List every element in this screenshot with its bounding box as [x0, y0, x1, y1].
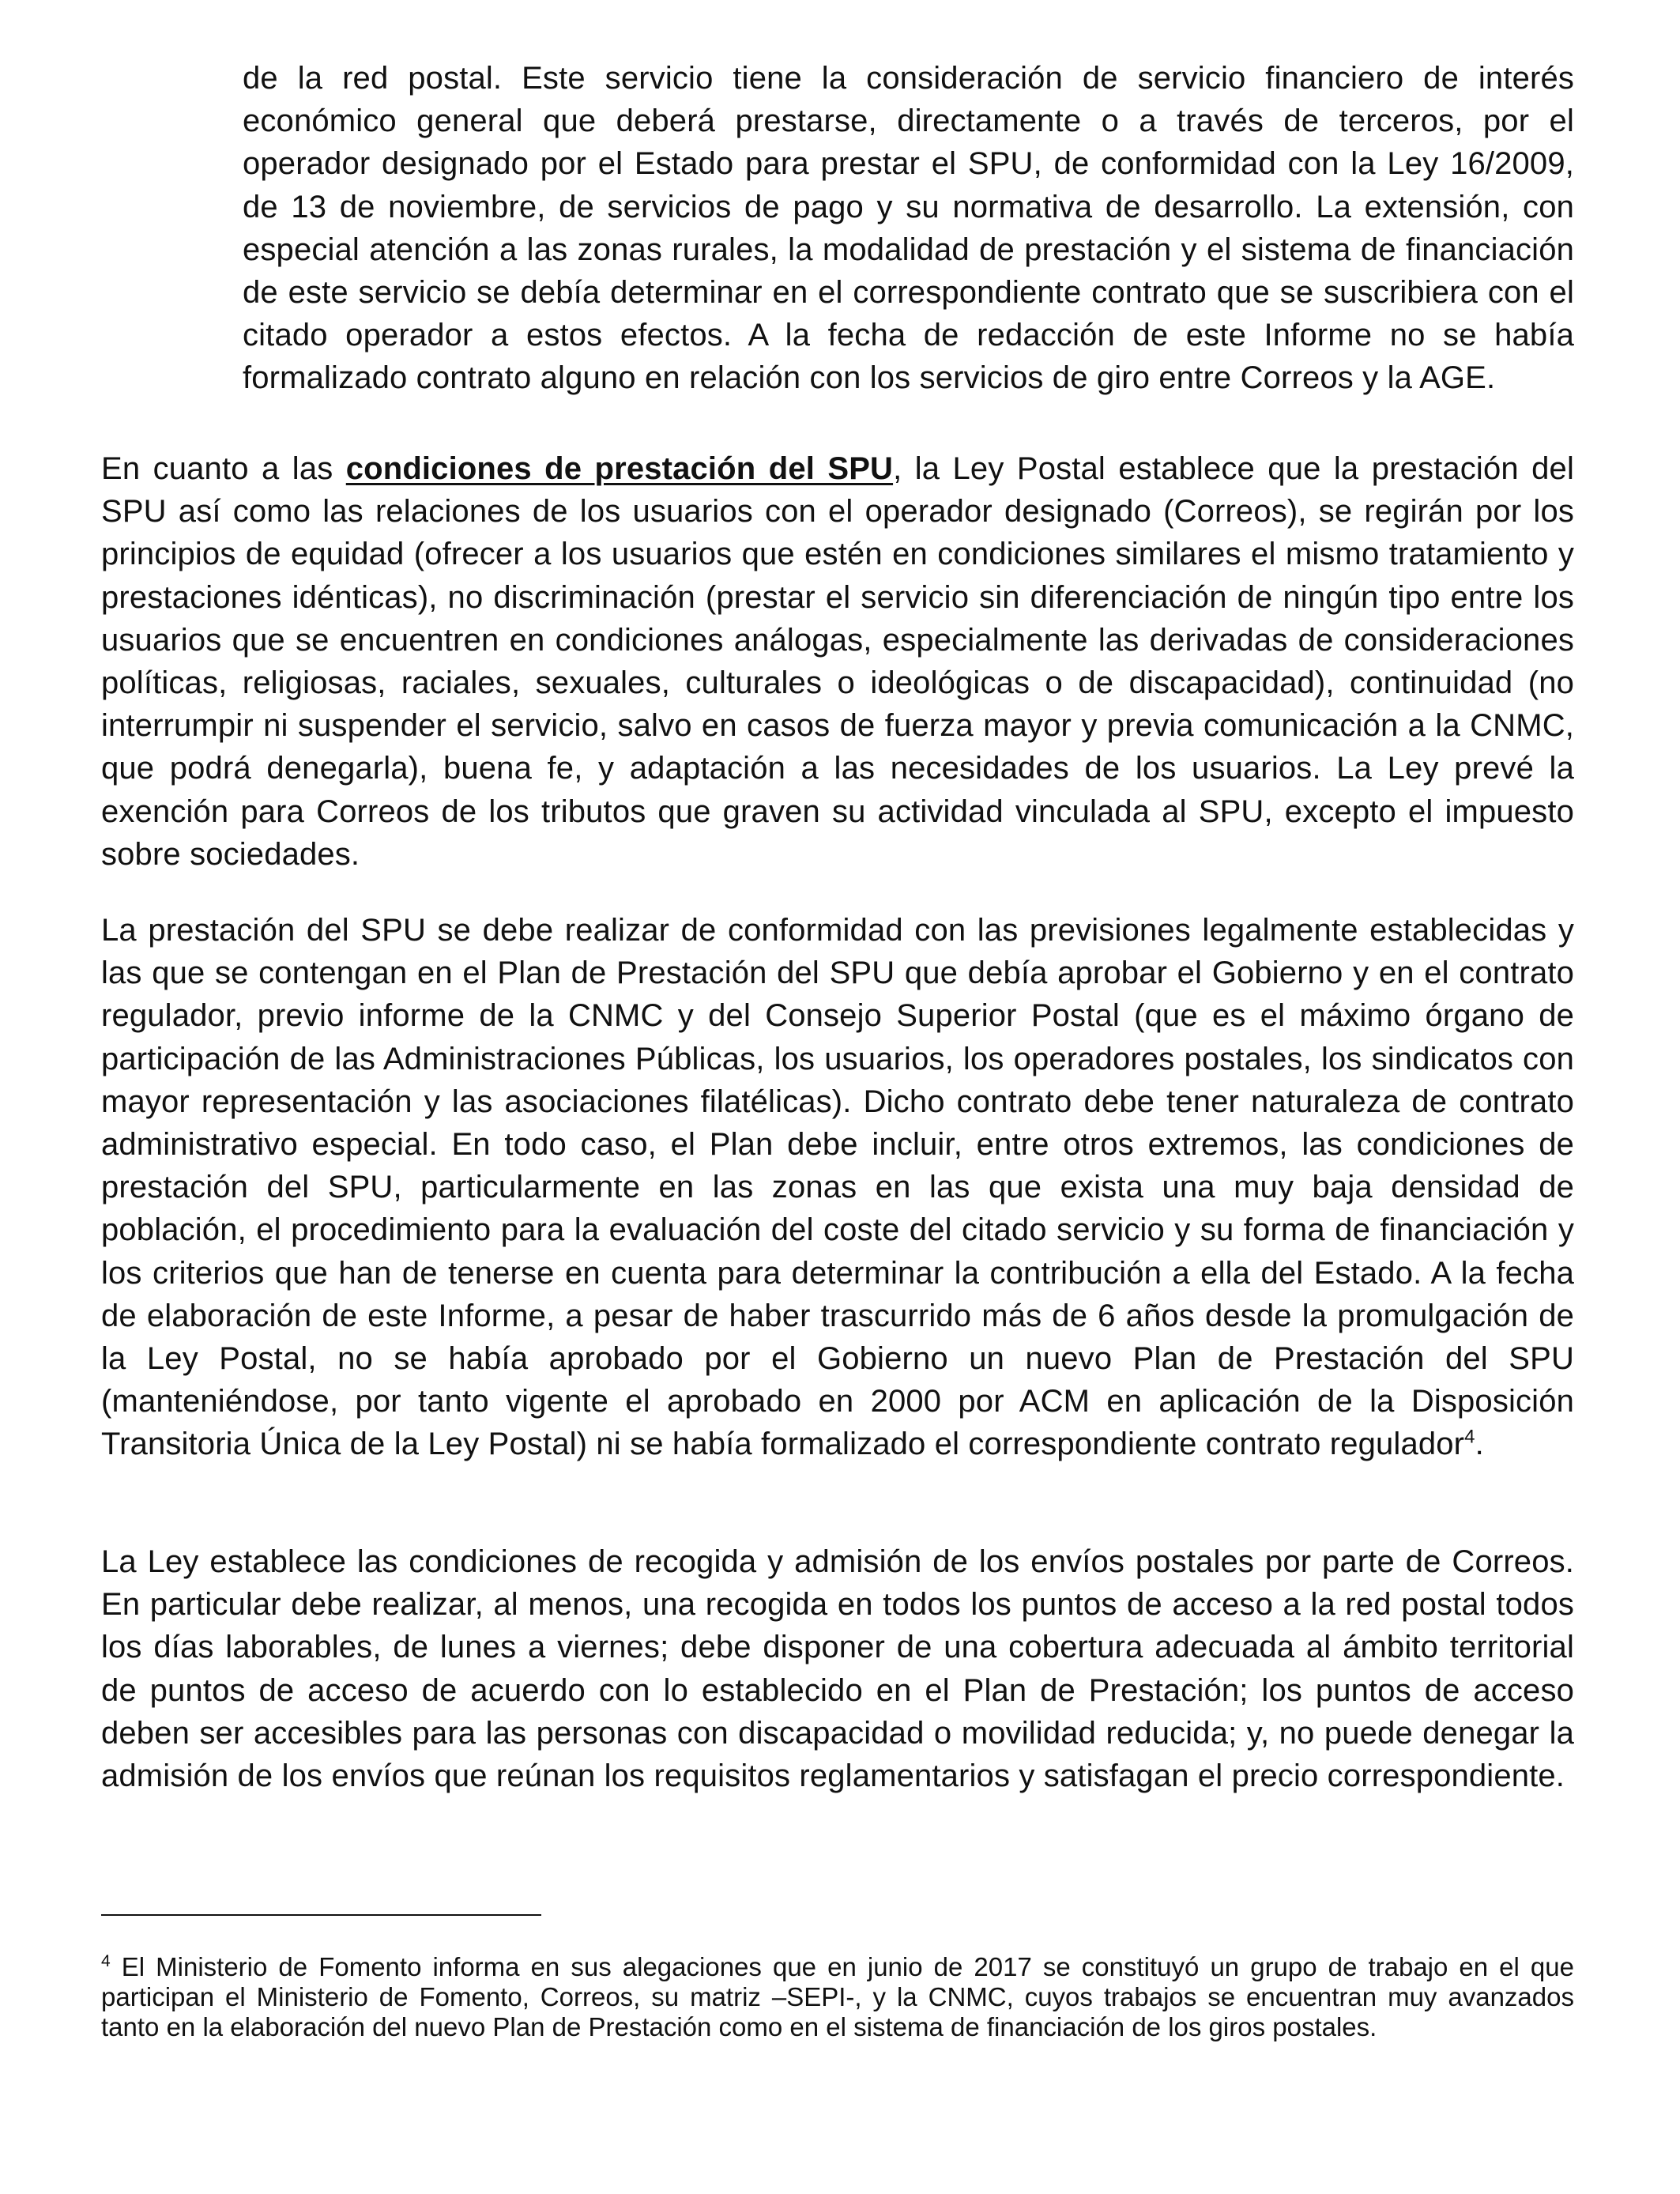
paragraph-text: La Ley establece las condiciones de recogida y admisión de los envíos postales por parte de Correos. En particular debe realizar, al menos, una recogida en todos los puntos de acceso a la red postal todos los días laborables, de lunes a viernes; debe disponer de una cobertura adecuada al ámbito territorial de puntos de acceso de acuerdo con lo establecido en el Plan de Prestación; los puntos de acceso deben ser accesibles para las personas con discapacidad o movilidad reducida; y, no puede denegar la admisión de los envíos que reúnan los requisitos reglamentarios y satisfagan el precio correspondiente. — [101, 1544, 1574, 1794]
paragraph-body-text: , la Ley Postal establece que la prestación del SPU así como las relaciones de los usuarios con el operador designado (Correos), se regirán por los principios de equidad (ofrecer a los usuarios que estén en condiciones similares el mismo tratamiento y prestaciones idénticas), no discriminación (prestar el servicio sin diferenciación de ningún tipo entre los usuarios que se encuentren en condiciones análogas, especialmente las derivadas de consideraciones políticas, religiosas, raciales, sexuales, culturales o ideológicas o de discapacidad), continuidad (no interrumpir ni suspender el servicio, salvo en casos de fuerza mayor y previa comunicación a la CNMC, que podrá denegarla), buena fe, y adaptación a las necesidades de los usuarios. La Ley prevé la exención para Correos de los tributos que graven su actividad vinculada al SPU, excepto el impuesto sobre sociedades. — [101, 451, 1574, 872]
paragraph-end-punctuation: . — [1475, 1427, 1484, 1462]
footnote-text: El Ministerio de Fomento informa en sus alegaciones que en junio de 2017 se constituyó un grupo de trabajo en el que participan el Ministerio de Fomento, Correos, su matriz –SEPI-, y la CNMC, cuyos trabajos se encuentran muy avanzados tanto en la elaboración del nuevo Plan de Prestación como en el sistema de financiación de los giros postales. — [101, 1952, 1574, 2041]
paragraph-collection-admission — [101, 1540, 1574, 1797]
footnote-separator — [101, 1914, 541, 1916]
paragraph-service-conditions — [101, 447, 1574, 876]
footnote — [101, 1952, 1574, 2042]
paragraph-service-plan — [101, 909, 1574, 1466]
paragraph-lead-text: En cuanto a las — [101, 451, 346, 486]
paragraph-text: de la red postal. Este servicio tiene la consideración de servicio financiero de interés económico general que deberá prestarse, directamente o a través de terceros, por el operador designado por el Estado para prestar el SPU, de conformidad con la Ley 16/2009, de 13 de noviembre, de servicios de pago y su normativa de desarrollo. La extensión, con especial atención a las zonas rurales, la modalidad de prestación y el sistema de financiación de este servicio se debía determinar en el correspondiente contrato que se suscribiera con el citado operador a estos efectos. A la fecha de redacción de este Informe no se había formalizado contrato alguno en relación con los servicios de giro entre Correos y la AGE. — [243, 61, 1574, 396]
footnote-number: 4 — [101, 1952, 111, 1970]
footnote-reference[interactable]: 4 — [1464, 1427, 1475, 1449]
emphasized-heading-text: condiciones de prestación del SPU — [345, 451, 894, 486]
indented-paragraph — [243, 57, 1574, 400]
paragraph-text: La prestación del SPU se debe realizar de conformidad con las previsiones legalmente establecidas y las que se contengan en el Plan de Prestación del SPU que debía aprobar el Gobierno y en el contrato regulador, previo informe de la CNMC y del Consejo Superior Postal (que es el máximo órgano de participación de las Administraciones Públicas, los usuarios, los operadores postales, los sindicatos con mayor representación y las asociaciones filatélicas). Dicho contrato debe tener naturaleza de contrato administrativo especial. En todo caso, el Plan debe incluir, entre otros extremos, las condiciones de prestación del SPU, particularmente en las zonas en las que exista una muy baja densidad de población, el procedimiento para la evaluación del coste del citado servicio y su forma de financiación y los criterios que han de tenerse en cuenta para determinar la contribución a ella del Estado. A la fecha de elaboración de este Informe, a pesar de haber trascurrido más de 6 años desde la promulgación de la Ley Postal, no se había aprobado por el Gobierno un nuevo Plan de Prestación del SPU (manteniéndose, por tanto vigente el aprobado en 2000 por ACM en aplicación de la Disposición Transitoria Única de la Ley Postal) ni se había formalizado el correspondiente contrato regulador — [101, 913, 1574, 1462]
